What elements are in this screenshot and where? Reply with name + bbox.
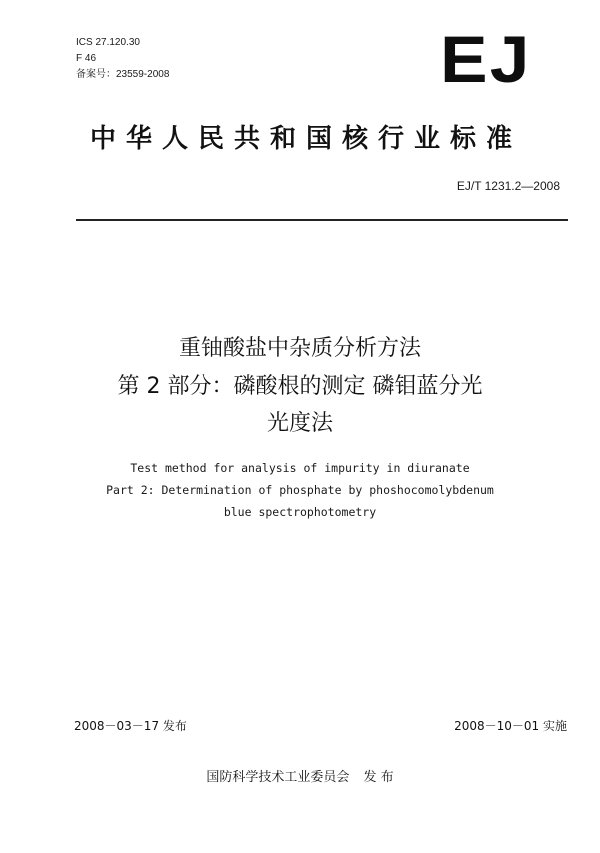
issuing-authority [0,766,600,785]
header-divider [76,219,568,221]
record-number: 备案号：23559-2008 [76,69,170,80]
title-cn-line-2: 第 2 部分：磷酸根的测定 磷钼蓝分光 [117,374,483,399]
classification-code: F 46 [76,53,97,64]
issue-date: 2008－03－17 发布 [74,719,187,733]
title-en-line-3: blue spectrophotometry [223,505,377,519]
standard-number: EJ/T 1231.2—2008 [456,179,560,193]
standard-type-heading: 中华人民共和国核行业标准 [89,124,522,154]
title-en-line-1: Test method for analysis of impurity in diuranate [130,461,470,475]
classification-block [76,35,169,83]
title-cn-line-3: 光度法 [266,411,333,436]
issuer-org: 国防科学技术工业委员会 [206,770,350,785]
title-en-line-2: Part 2: Determination of phosphate by phoshocomolybdenum [106,483,494,497]
issuer-action: 发 布 [363,770,394,785]
ej-logo: EJ [440,22,532,96]
ics-code: ICS 27.120.30 [76,37,140,48]
implementation-date: 2008－10－01 实施 [454,719,567,733]
title-cn-line-1: 重铀酸盐中杂质分析方法 [178,336,421,361]
